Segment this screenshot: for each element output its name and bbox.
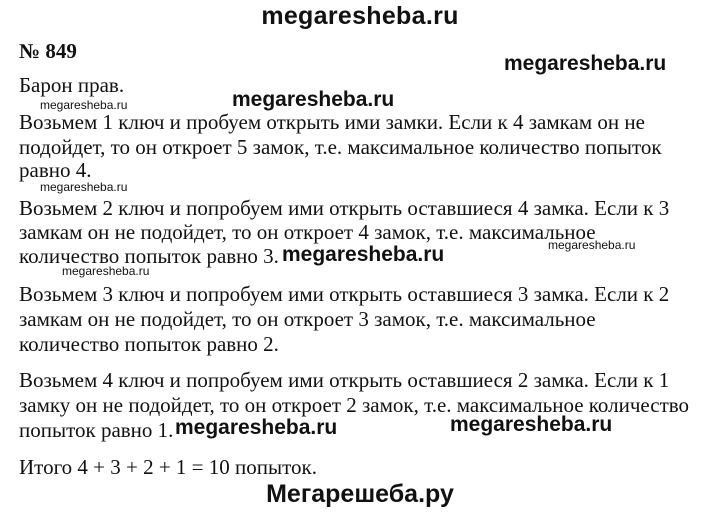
watermark-small: megaresheba.ru <box>62 264 150 278</box>
text-line: подойдет, то он откроет 5 замок, т.е. максимальное количество попыток <box>19 135 662 159</box>
text-line: Возьмем 1 ключ и пробуем открыть ими замки. Если к 4 замкам он не <box>19 110 645 134</box>
text-line: Барон прав. <box>19 73 125 97</box>
watermark: megaresheba.ru <box>232 88 395 111</box>
text-line: Возьмем 2 ключ и попробуем ими открыть оставшиеся 4 замка. Если к 3 <box>19 196 670 220</box>
text-line: равно 4. <box>19 158 92 182</box>
text-line: замкам он не подойдет, то он откроет 3 замок, т.е. максимальное <box>19 307 596 331</box>
watermark: megaresheba.ru <box>282 243 445 266</box>
text-line: Возьмем 3 ключ и попробуем ими открыть оставшиеся 3 замка. Если к 2 <box>19 282 670 306</box>
text-line: Итого 4 + 3 + 2 + 1 = 10 попыток. <box>19 455 317 479</box>
text-line: Возьмем 4 ключ и попробуем ими открыть оставшиеся 2 замка. Если к 1 <box>19 368 670 392</box>
footer-watermark: Мегарешеба.ру <box>266 480 454 508</box>
text-line: попыток равно 1. <box>19 418 174 442</box>
task-number: № 849 <box>19 39 77 63</box>
watermark-small: megaresheba.ru <box>548 238 636 252</box>
watermark: megaresheba.ru <box>175 416 338 439</box>
watermark: megaresheba.ru <box>450 413 613 436</box>
text-line: замку он не подойдет, то он откроет 2 замок, т.е. максимальное количество <box>19 393 690 417</box>
text-line: замкам он не подойдет, то он откроет 4 замок, т.е. максимальное <box>19 220 596 244</box>
text-line: количество попыток равно 2. <box>19 332 279 356</box>
header-watermark: megaresheba.ru <box>261 2 459 30</box>
watermark-small: megaresheba.ru <box>40 98 128 112</box>
watermark: megaresheba.ru <box>504 52 667 75</box>
text-line: количество попыток равно 3. <box>19 244 279 268</box>
watermark-small: megaresheba.ru <box>40 180 128 194</box>
